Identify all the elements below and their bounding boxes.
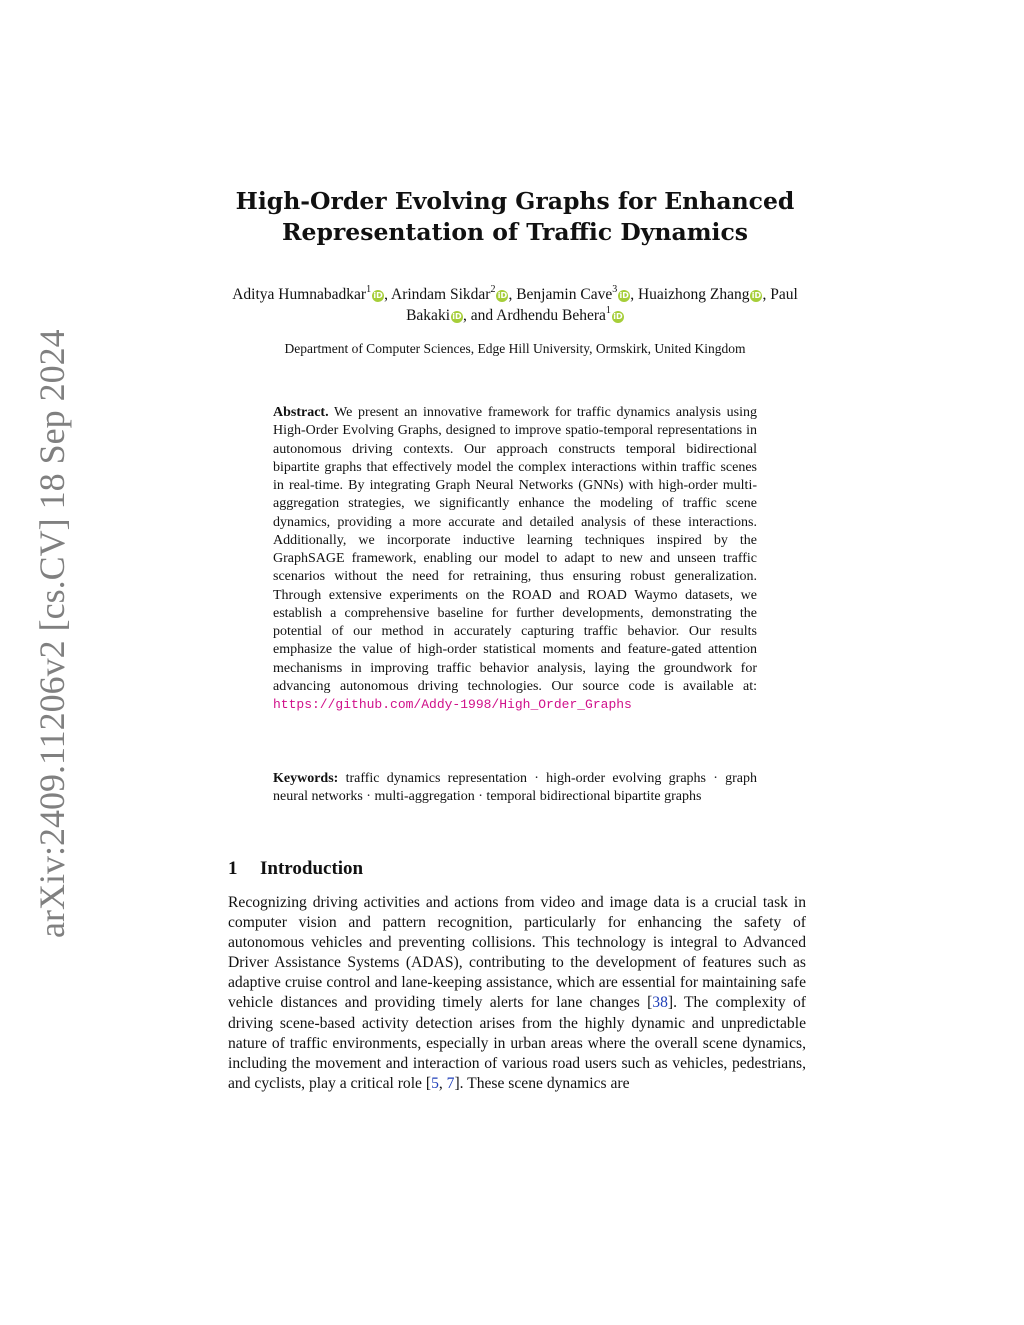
introduction-paragraph [228, 893, 806, 1094]
keywords-text: traffic dynamics representation · high-order evolving graphs · graph neural networks · multi-aggregation · temporal bidirectional bipartite graphs [273, 771, 758, 805]
abstract-text: We present an innovative framework for traffic dynamics analysis using High-Order Evolving Graphs, designed to improve spatio-temporal representations in autonomous driving contexts. Our approach constructs temporal bidirectional bipartite graphs that effectively model the complex interactions within traffic scenes in real-time. By integrating Graph Neural Networks (GNNs) with high-order multi-aggregation strategies, we significantly enhance the modeling of traffic scene dynamics, providing a more accurate and detailed analysis of these interactions. Additionally, we incorporate inductive learning techniques inspired by the GraphSAGE framework, enabling our model to adapt to new and unseen traffic scenarios without the need for retraining, thus ensuring robust generalization. Through extensive experiments on the ROAD and ROAD Waymo datasets, we establish a comprehensive baseline for further developments, demonstrating the potential of our method in accurately capturing traffic behavior. Our results emphasize the value of high-order statistical moments and feature-gated attention mechanisms in improving traffic behavior analysis, laying the groundwork for advancing autonomous driving technologies. Our source code is available at: [273, 405, 757, 694]
arxiv-identifier: arXiv:2409.11206v2 [cs.CV] 18 Sep 2024 [32, 329, 72, 938]
author-affiliation-mark: 3 [612, 283, 618, 295]
citation-link[interactable]: 7 [446, 1074, 455, 1092]
section-title: Introduction [260, 858, 364, 879]
citation-link[interactable]: 5 [431, 1074, 439, 1092]
intro-text: ]. The complexity of driving scene-based activity detection arises from the highly dynamic and unpredictable nature of traffic environments, especially in urban areas where the overall scene dynamics, including the movement and interaction of various road users such as vehicles, pedestrians, and cyclists, play a critical role [ [228, 994, 806, 1092]
author-affiliation-mark: 1 [605, 304, 611, 316]
section-heading [228, 857, 363, 881]
orcid-icon[interactable]: iD [497, 291, 508, 300]
keywords-label: Keywords: [273, 771, 339, 786]
intro-text: Recognizing driving activities and actions from video and image data is a crucial task in computer vision and pattern recognition, particularly for enhancing the safety of autonomous vehicles and preventing collisions. This technology is integral to Advanced Driver Assistance Systems (ADAS), contributing to the development of features such as adaptive cruise control and lane-keeping assistance, which are essential for maintaining safe vehicle distances and providing timely alerts for lane changes [ [228, 894, 806, 1012]
section-number: 1 [228, 858, 238, 879]
orcid-icon[interactable]: iD [452, 312, 462, 321]
intro-text: ]. These scene dynamics are [454, 1074, 630, 1092]
paper-title [200, 186, 830, 248]
author-name: Huaizhong Zhang [637, 286, 750, 303]
author-list: Aditya Humnabadkar$^1$iD, Arindam Sikdar$^2$iD, Benjamin Cave$^3$iD, Huaizhong Zhang iD, Paul Bakaki iD, and Ardhendu Behera$^1$iD [232, 283, 798, 324]
author-name: Arindam Sikdar [391, 286, 491, 303]
orcid-icon[interactable]: iD [373, 291, 383, 300]
source-code-link[interactable]: https://github.com/Addy-1998/High_Order_Graphs [273, 697, 632, 712]
author-name: Benjamin Cave [516, 286, 613, 303]
citation-link[interactable]: 38 [652, 994, 668, 1012]
abstract-label: Abstract. [273, 405, 329, 420]
author-name: Aditya Humnabadkar [232, 286, 367, 303]
title-line-2: Representation of Traffic Dynamics [281, 218, 749, 246]
orcid-icon[interactable]: iD [613, 312, 623, 321]
affiliation: Department of Computer Sciences, Edge Hill University, Ormskirk, United Kingdom [284, 341, 746, 356]
author-name: Paul Bakaki [406, 286, 798, 324]
orcid-icon[interactable]: iD [619, 291, 629, 300]
title-line-1: High-Order Evolving Graphs for Enhanced [235, 187, 795, 215]
citation-separator: , [438, 1074, 447, 1092]
orcid-icon[interactable]: iD [751, 291, 762, 300]
author-name: Ardhendu Behera [496, 307, 606, 324]
author-affiliation-mark: 2 [490, 283, 496, 295]
abstract [273, 404, 757, 714]
keywords [273, 770, 757, 807]
author-affiliation-mark: 1 [366, 283, 372, 295]
